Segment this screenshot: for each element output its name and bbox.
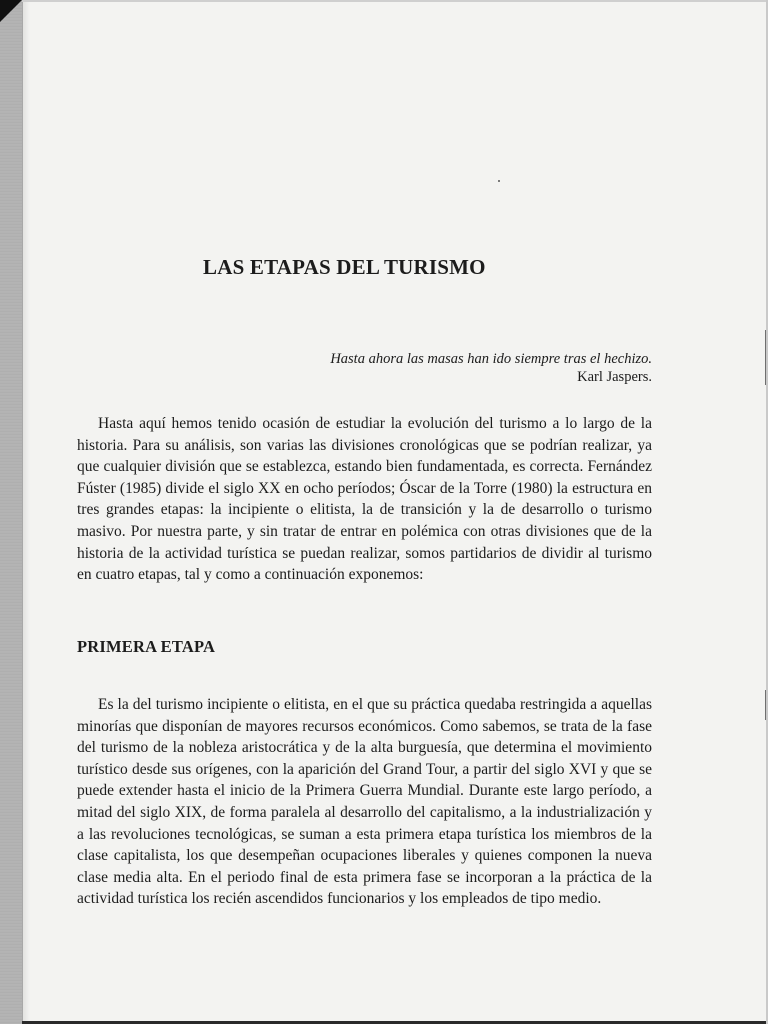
scan-top-edge xyxy=(22,0,768,2)
section-heading: PRIMERA ETAPA xyxy=(77,637,216,656)
epigraph xyxy=(330,350,652,386)
intro-paragraph: Hasta aquí hemos tenido ocasión de estudiar la evolución del turismo a lo largo de la historia. Para su análisis, son varias las divisiones cronológicas que se podrían realizar, ya que cualquier división que se establezca, estando bien fundamentada, es correcta. Fernández Fúster (1985) divide el siglo XX en ocho períodos; Óscar de la Torre (1980) la estructura en tres grandes etapas: la incipiente o elitista, la de transición y la de desarrollo o turismo masivo. Por nuestra parte, y sin tratar de entrar en polémica con otras divisiones que de la historia de la actividad turística se puedan realizar, somos partidarios de dividir al turismo en cuatro etapas, tal y como a continuación exponemos: xyxy=(77,415,652,584)
scan-speck xyxy=(498,180,500,182)
page-binding-edge xyxy=(0,0,23,1024)
section-paragraph: Es la del turismo incipiente o elitista, en el que su práctica quedaba restringida a aquellas minorías que disponían de mayores recursos económicos. Como sabemos, se trata de la fase del turismo de la nobleza aristocrática y de la alta burguesía, que determina el movimiento turístico desde sus orígenes, con la aparición del Grand Tour, a partir del siglo XVI y que se puede extender hasta el inicio de la Primera Guerra Mundial. Durante este largo período, a mitad del siglo XIX, de forma paralela al desarrollo del capitalismo, a la industrialización y a las revoluciones tecnológicas, se suman a esta primera etapa turística los miembros de la clase capitalista, los que desempeñan ocupaciones liberales y quienes componen la nueva clase media alta. En el periodo final de esta primera fase se incorporan a la práctica de la actividad turística los recién ascendidos funcionarios y los empleados de tipo medio. xyxy=(77,696,652,908)
scan-right-tick xyxy=(765,690,766,720)
scan-corner-mark xyxy=(0,0,22,22)
epigraph-author: Karl Jaspers. xyxy=(577,369,652,385)
chapter-title: LAS ETAPAS DEL TURISMO xyxy=(203,255,486,279)
epigraph-quote: Hasta ahora las masas han ido siempre tras el hechizo. xyxy=(330,351,652,367)
binding-shadow xyxy=(22,0,30,1024)
scan-right-tick xyxy=(765,330,766,385)
